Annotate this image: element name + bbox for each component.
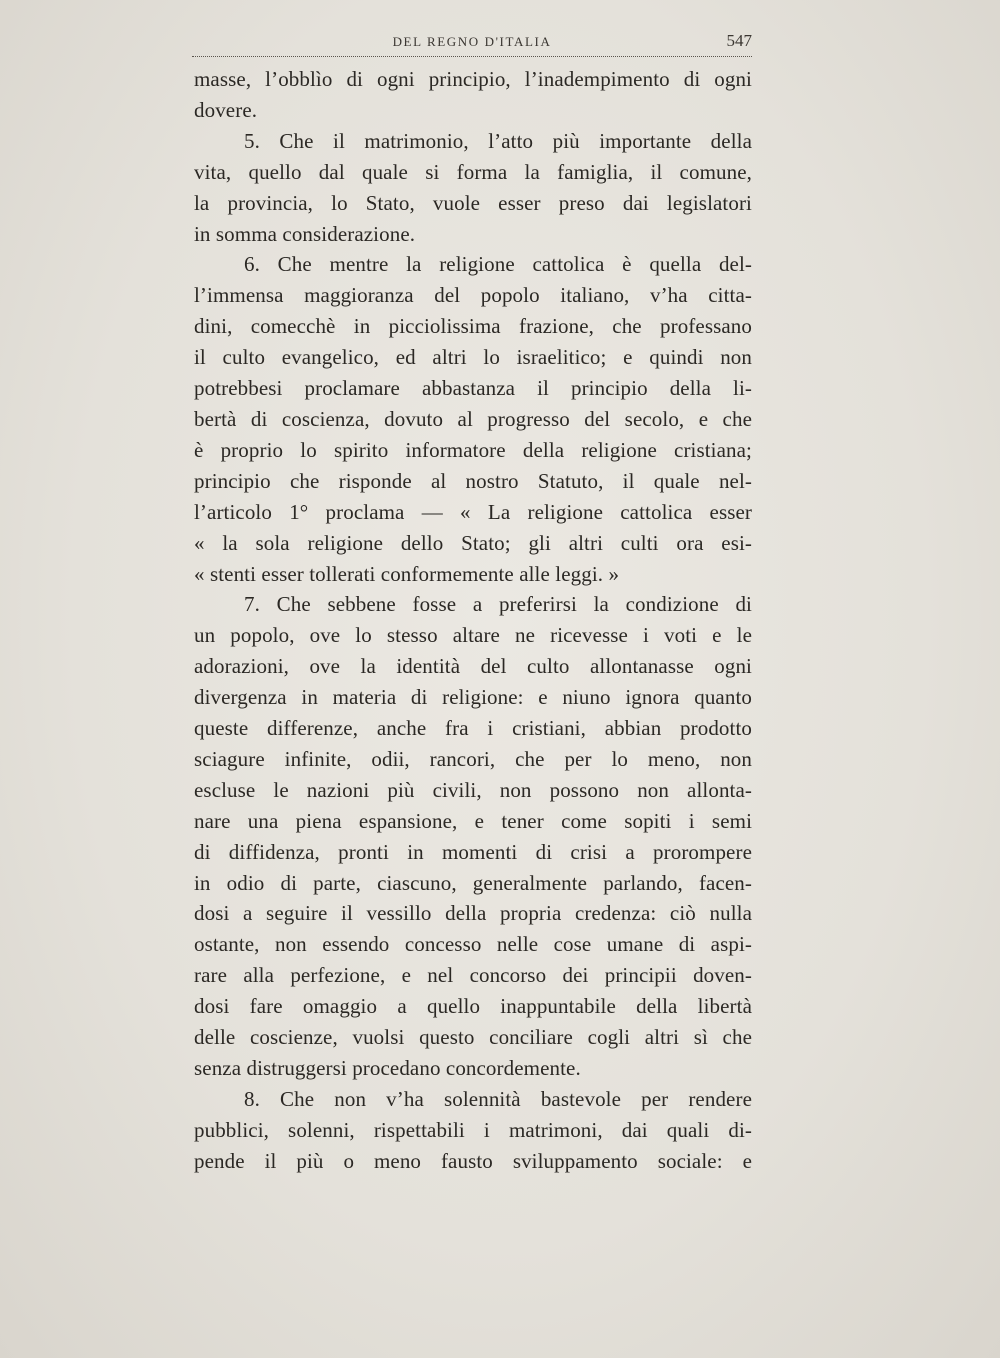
text-line: bertà di coscienza, dovuto al progresso del secolo, e che <box>194 406 752 431</box>
text-line: divergenza in materia di religione: e niuno ignora quanto <box>194 685 752 710</box>
text-line: di diffidenza, pronti in momenti di crisi a prorompere <box>194 839 752 864</box>
text-line: pende il più o meno fausto sviluppamento sociale: e <box>194 1148 752 1173</box>
running-title: DEL REGNO D'ITALIA <box>392 34 552 49</box>
text-line: delle coscienze, vuolsi questo conciliare cogli altri sì che <box>194 1025 752 1050</box>
text-line: 6. Che mentre la religione cattolica è quella del- <box>244 252 752 277</box>
running-head <box>192 30 752 58</box>
text-line: l’immensa maggioranza del popolo italiano, v’ha citta- <box>194 283 752 308</box>
text-line: è proprio lo spirito informatore della religione cristiana; <box>194 437 752 462</box>
text-line: nare una piena espansione, e tener come sopiti i semi <box>194 808 752 833</box>
text-line: dovere. <box>194 97 258 122</box>
text-line: sciagure infinite, odii, rancori, che per lo meno, non <box>194 746 752 771</box>
text-line: 5. Che il matrimonio, l’atto più importante della <box>244 128 752 153</box>
text-line: in odio di parte, ciascuno, generalmente parlando, facen- <box>194 870 752 895</box>
text-line: masse, l’obblìo di ogni principio, l’inadempimento di ogni <box>194 67 752 91</box>
text-line: un popolo, ove lo stesso altare ne ricevesse i voti e le <box>194 623 752 648</box>
text-line: « la sola religione dello Stato; gli altri culti ora esi- <box>194 530 752 555</box>
text-line: dosi fare omaggio a quello inappuntabile della libertà <box>194 994 752 1019</box>
text-line: « stenti esser tollerati conformemente alle leggi. » <box>194 561 620 586</box>
page-number: 547 <box>726 31 752 50</box>
text-line: escluse le nazioni più civili, non possono non allonta- <box>194 777 752 802</box>
header-dotted-rule <box>192 56 752 57</box>
text-line: il culto evangelico, ed altri lo israelitico; e quindi non <box>194 345 752 370</box>
text-line: dini, comecchè in picciolissima frazione, che professano <box>194 314 752 339</box>
text-line: vita, quello dal quale si forma la famiglia, il comune, <box>194 159 752 184</box>
text-line: adorazioni, ove la identità del culto allontanasse ogni <box>194 654 752 679</box>
text-line: principio che risponde al nostro Statuto, il quale nel- <box>194 468 752 493</box>
text-line: rare alla perfezione, e nel concorso dei principii doven- <box>194 963 752 988</box>
text-line: in somma considerazione. <box>194 221 416 246</box>
body-text <box>194 64 752 1177</box>
text-line: l’articolo 1° proclama — « La religione cattolica esser <box>194 499 752 524</box>
text-line: dosi a seguire il vessillo della propria credenza: ciò nulla <box>194 901 752 926</box>
text-line: senza distruggersi procedano concordemente. <box>194 1056 581 1080</box>
text-line: ostante, non essendo concesso nelle cose umane di aspi- <box>194 932 752 957</box>
text-line: la provincia, lo Stato, vuole esser preso dai legislatori <box>194 190 752 215</box>
text-line: potrebbesi proclamare abbastanza il principio della li- <box>194 376 752 401</box>
text-line: 8. Che non v’ha solennità bastevole per rendere <box>244 1086 752 1111</box>
text-line: 7. Che sebbene fosse a preferirsi la condizione di <box>244 592 752 617</box>
text-line: pubblici, solenni, rispettabili i matrimoni, dai quali di- <box>194 1117 752 1142</box>
text-line: queste differenze, anche fra i cristiani, abbian prodotto <box>194 716 752 741</box>
